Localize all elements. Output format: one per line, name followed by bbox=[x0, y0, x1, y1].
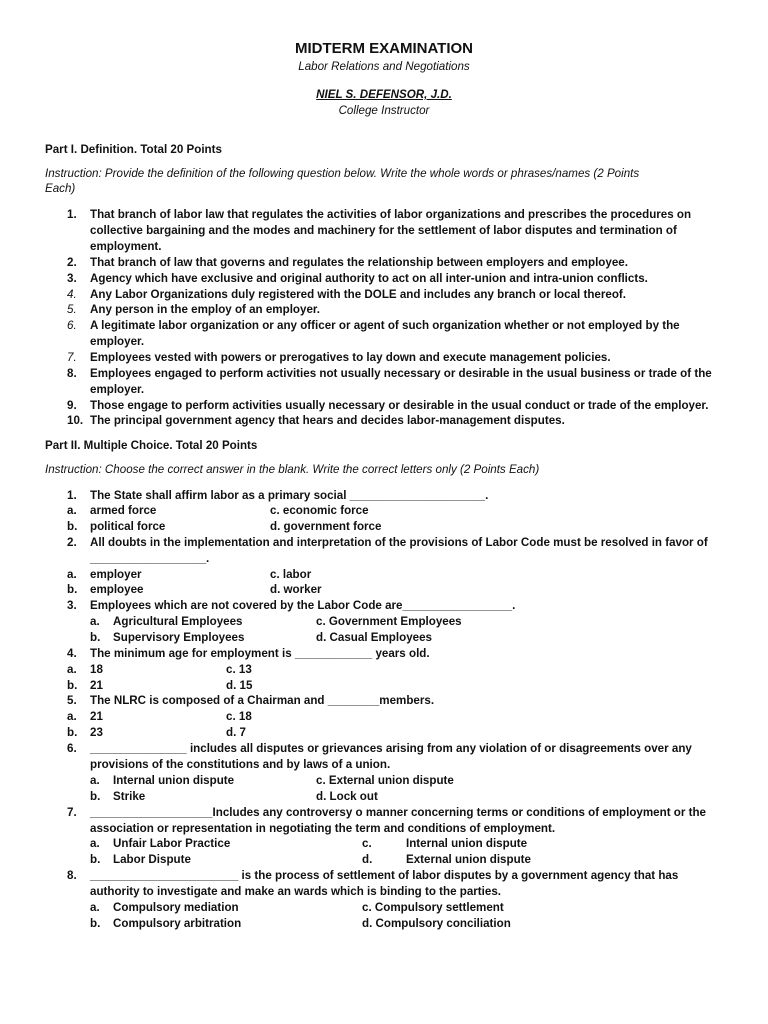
exam-title: MIDTERM EXAMINATION bbox=[294, 40, 474, 57]
definition-item: Any person in the employ of an employer. bbox=[90, 303, 320, 316]
choice-a: Internal union dispute bbox=[113, 774, 235, 787]
choice-label: a. bbox=[67, 710, 77, 723]
item-number: 10. bbox=[67, 414, 84, 427]
choice-label: d. bbox=[362, 853, 373, 866]
exam-subject: Labor Relations and Negotiations bbox=[298, 60, 470, 73]
instructor-title: College Instructor bbox=[338, 104, 430, 117]
question-text-cont: authority to investigate and make an wards which is binding to the parties. bbox=[90, 885, 502, 898]
question-number: 5. bbox=[67, 694, 77, 707]
choice-b: Strike bbox=[113, 790, 146, 803]
choice-c: c. Compulsory settlement bbox=[362, 901, 504, 914]
definition-item: That branch of law that governs and regulates the relationship between employers and employee. bbox=[90, 256, 628, 269]
choice-c: c. 13 bbox=[226, 663, 252, 676]
choice-b: 21 bbox=[90, 679, 103, 692]
choice-a: Agricultural Employees bbox=[113, 615, 243, 628]
instructor-name: NIEL S. DEFENSOR, J.D. bbox=[316, 88, 452, 101]
choice-label: a. bbox=[90, 901, 100, 914]
question-text: _______________________ is the process of settlement of labor disputes by a government agency that has bbox=[90, 869, 679, 882]
part1-heading: Part I. Definition. Total 20 Points bbox=[45, 143, 222, 156]
item-number: 5. bbox=[67, 303, 77, 316]
part2-heading: Part II. Multiple Choice. Total 20 Points bbox=[45, 439, 258, 452]
choice-label: c. bbox=[362, 837, 372, 850]
item-number: 6. bbox=[67, 319, 77, 332]
part1-instruction-cont: Each) bbox=[45, 182, 76, 195]
question-text: _______________ includes all disputes or grievances arising from any violation of or disagreements over any bbox=[90, 742, 692, 755]
question-text: The State shall affirm labor as a primary social _____________________. bbox=[90, 489, 489, 502]
item-number: 4. bbox=[67, 288, 77, 301]
choice-d: d. 15 bbox=[226, 679, 253, 692]
question-number: 8. bbox=[67, 869, 77, 882]
choice-c: Internal union dispute bbox=[406, 837, 528, 850]
choice-d: d. Lock out bbox=[316, 790, 378, 803]
choice-d: d. government force bbox=[270, 520, 382, 533]
choice-a: employer bbox=[90, 568, 142, 581]
choice-d: External union dispute bbox=[406, 853, 531, 866]
choice-label: b. bbox=[90, 790, 101, 803]
choice-c: c. 18 bbox=[226, 710, 252, 723]
definition-item-cont: employment. bbox=[90, 240, 162, 253]
choice-b: political force bbox=[90, 520, 166, 533]
definition-item: Agency which have exclusive and original authority to act on all inter-union and intra-union conflicts. bbox=[90, 272, 648, 285]
choice-label: b. bbox=[67, 583, 78, 596]
question-text-cont: __________________. bbox=[90, 552, 210, 565]
question-number: 7. bbox=[67, 806, 77, 819]
item-number: 8. bbox=[67, 367, 77, 380]
choice-label: a. bbox=[90, 837, 100, 850]
question-number: 1. bbox=[67, 489, 77, 502]
question-text-cont: provisions of the constitutions and by laws of a union. bbox=[90, 758, 391, 771]
definition-item: The principal government agency that hears and decides labor-management disputes. bbox=[90, 414, 565, 427]
choice-d: d. Compulsory conciliation bbox=[362, 917, 511, 930]
definition-item: That branch of labor law that regulates the activities of labor organizations and prescribes the procedures on bbox=[90, 208, 692, 221]
choice-label: a. bbox=[90, 774, 100, 787]
item-number: 7. bbox=[67, 351, 77, 364]
definition-item-cont: employer. bbox=[90, 335, 145, 348]
choice-b: 23 bbox=[90, 726, 103, 739]
choice-c: c. External union dispute bbox=[316, 774, 454, 787]
definition-item: Those engage to perform activities usually necessary or desirable in the usual conduct or trade of the employer. bbox=[90, 399, 709, 412]
choice-label: b. bbox=[90, 853, 101, 866]
item-number: 9. bbox=[67, 399, 77, 412]
question-text: The NLRC is composed of a Chairman and ________members. bbox=[90, 694, 435, 707]
choice-a: 18 bbox=[90, 663, 103, 676]
item-number: 1. bbox=[67, 208, 77, 221]
definition-item-cont: employer. bbox=[90, 383, 145, 396]
choice-c: c. Government Employees bbox=[316, 615, 462, 628]
choice-label: a. bbox=[67, 504, 77, 517]
question-number: 6. bbox=[67, 742, 77, 755]
definition-item: A legitimate labor organization or any officer or agent of such organization whether or not employed by the bbox=[90, 319, 680, 332]
choice-label: a. bbox=[67, 663, 77, 676]
choice-d: d. worker bbox=[270, 583, 322, 596]
question-number: 4. bbox=[67, 647, 77, 660]
definition-item: Any Labor Organizations duly registered with the DOLE and includes any branch or local thereof. bbox=[90, 288, 626, 301]
choice-label: b. bbox=[90, 631, 101, 644]
question-text: ___________________Includes any controversy o manner concerning terms or conditions of employment or the bbox=[90, 806, 706, 819]
choice-b: Compulsory arbitration bbox=[113, 917, 242, 930]
choice-d: d. 7 bbox=[226, 726, 246, 739]
question-number: 2. bbox=[67, 536, 77, 549]
choice-a: armed force bbox=[90, 504, 157, 517]
choice-b: Labor Dispute bbox=[113, 853, 191, 866]
part1-instruction: Instruction: Provide the definition of the following question below. Write the whole words or phrases/names (2 Points bbox=[45, 167, 640, 180]
choice-c: c. economic force bbox=[270, 504, 369, 517]
definition-item-cont: collective bargaining and the modes and machinery for the settlement of labor disputes and termination of bbox=[90, 224, 677, 237]
choice-a: Unfair Labor Practice bbox=[113, 837, 231, 850]
question-text: The minimum age for employment is ____________ years old. bbox=[90, 647, 430, 660]
choice-a: Compulsory mediation bbox=[113, 901, 239, 914]
item-number: 3. bbox=[67, 272, 77, 285]
choice-b: employee bbox=[90, 583, 144, 596]
choice-a: 21 bbox=[90, 710, 103, 723]
question-text: Employees which are not covered by the Labor Code are_________________. bbox=[90, 599, 516, 612]
choice-label: b. bbox=[90, 917, 101, 930]
question-text: All doubts in the implementation and interpretation of the provisions of Labor Code must be resolved in favor of bbox=[90, 536, 708, 549]
item-number: 2. bbox=[67, 256, 77, 269]
choice-label: a. bbox=[67, 568, 77, 581]
part2-instruction: Instruction: Choose the correct answer in the blank. Write the correct letters only (2 Points Each) bbox=[45, 463, 540, 476]
choice-label: b. bbox=[67, 520, 78, 533]
choice-label: a. bbox=[90, 615, 100, 628]
choice-label: b. bbox=[67, 679, 78, 692]
question-text-cont: association or representation in negotiating the term and conditions of employment. bbox=[90, 822, 556, 835]
question-number: 3. bbox=[67, 599, 77, 612]
definition-item: Employees vested with powers or prerogatives to lay down and execute management policies. bbox=[90, 351, 611, 364]
definition-item: Employees engaged to perform activities not usually necessary or desirable in the usual business or trade of the bbox=[90, 367, 712, 380]
choice-label: b. bbox=[67, 726, 78, 739]
choice-d: d. Casual Employees bbox=[316, 631, 432, 644]
choice-b: Supervisory Employees bbox=[113, 631, 245, 644]
choice-c: c. labor bbox=[270, 568, 312, 581]
